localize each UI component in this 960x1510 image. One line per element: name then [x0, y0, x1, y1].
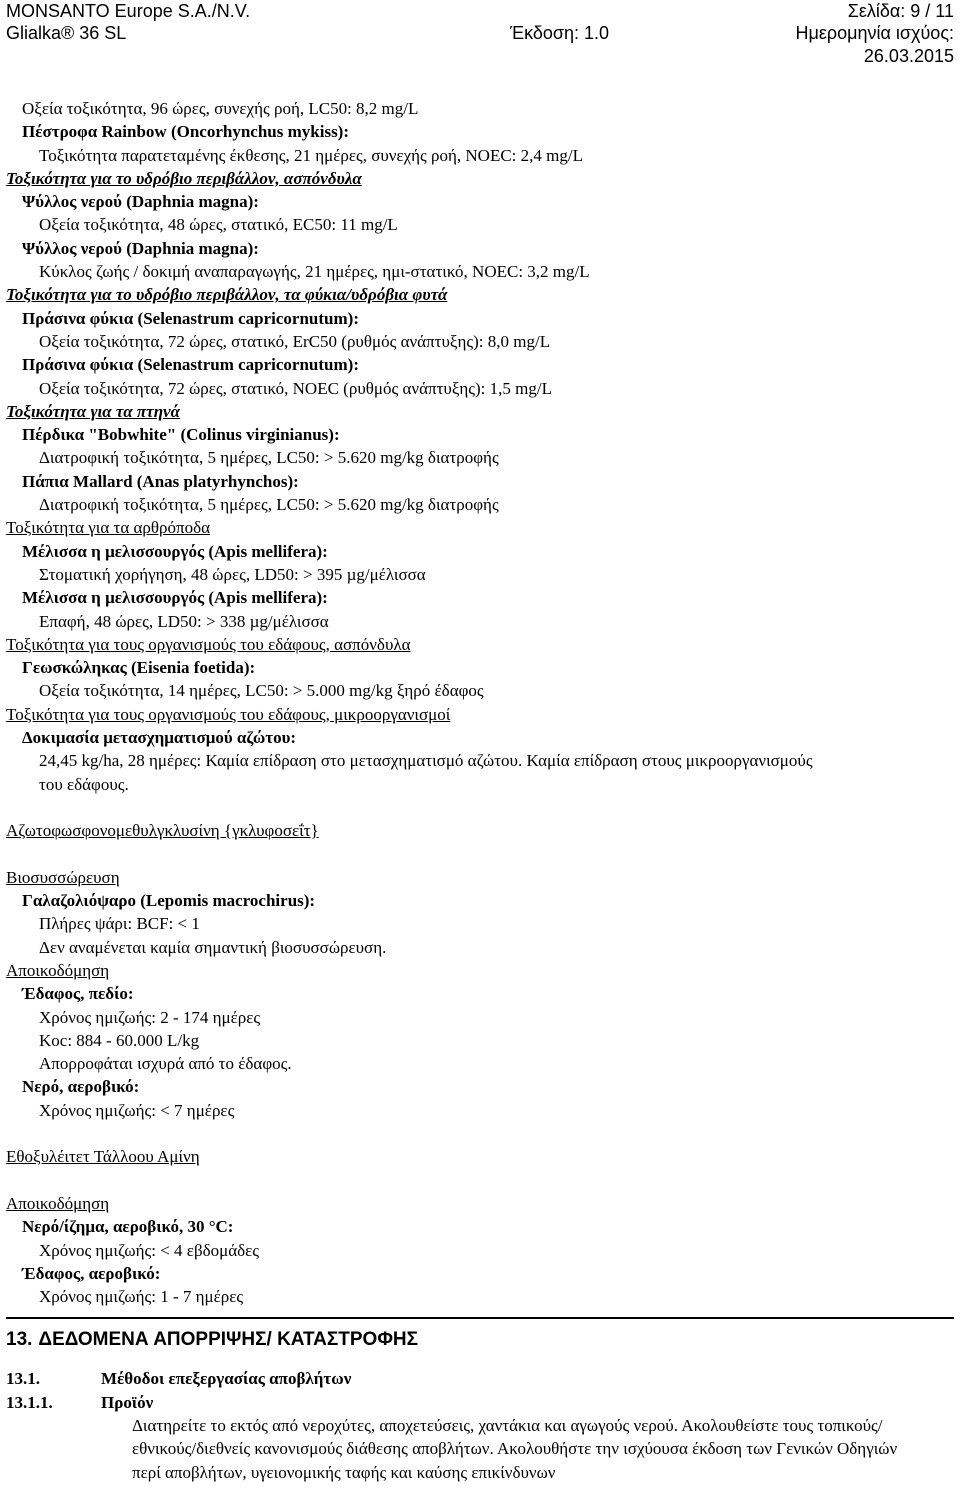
section-13-title: ΔΕΔΟΜΕΝΑ ΑΠΟΡΡΙΨΗΣ/ ΚΑΤΑΣΤΡΟΦΗΣ — [38, 1329, 419, 1351]
text-line: Τοξικότητα για το υδρόβιο περιβάλλον, ασπόνδυλα — [6, 168, 362, 188]
subsection-13-1-1-number: 13.1.1. — [6, 1392, 53, 1412]
subsection-13-1-1 — [0, 1391, 960, 1414]
text-line: Ψύλλος νερού (Daphnia magna): — [22, 238, 259, 258]
spacer — [0, 796, 960, 819]
text-line: Μέλισσα η μελισσουργός (Apis mellifera): — [22, 541, 328, 561]
text-line: Βιοσυσσώρευση — [6, 867, 120, 887]
text-line: Τοξικότητα για τα πτηνά — [6, 401, 180, 421]
text-line: Επαφή, 48 ώρες, LD50: > 338 µg/μέλισσα — [39, 611, 329, 631]
product-name: Glialka® 36 SL — [6, 23, 127, 43]
text-line: Οξεία τοξικότητα, 96 ώρες, συνεχής ροή, LC50: 8,2 mg/L — [22, 99, 419, 118]
section-13-number: 13. — [6, 1329, 33, 1351]
text-line: Τοξικότητα για τους οργανισμούς του εδάφους, μικροοργανισμοί — [6, 704, 451, 724]
text-line: Αζωτοφωσφονομεθυλγκλυσίνη {γκλυφοσεΐτ} — [6, 821, 319, 841]
subsection-13-1-1-title: Προϊόν — [101, 1392, 154, 1412]
text-line: Τοξικότητα για τους οργανισμούς του εδάφους, ασπόνδυλα — [6, 634, 411, 654]
text-line: Ψύλλος νερού (Daphnia magna): — [22, 192, 259, 212]
text-line: Οξεία τοξικότητα, 72 ώρες, στατικό, NOEC (ρυθμός ανάπτυξης): 1,5 mg/L — [39, 378, 552, 398]
spacer — [0, 1169, 960, 1192]
text-line: Εθοξυλέιτετ Τάλλοου Αμίνη — [6, 1147, 200, 1167]
page-header — [0, 0, 960, 70]
text-line: Χρόνος ημιζωής: < 7 ημέρες — [39, 1100, 235, 1120]
text-line: Πλήρες ψάρι: BCF: < 1 — [39, 914, 200, 934]
text-line: Δεν αναμένεται καμία σημαντική βιοσυσσώρευση. — [39, 937, 387, 957]
text-line: Μέλισσα η μελισσουργός (Apis mellifera): — [22, 588, 328, 608]
text-line: Χρόνος ημιζωής: 2 - 174 ημέρες — [39, 1007, 261, 1027]
text-line: Οξεία τοξικότητα, 48 ώρες, στατικό, EC50: 11 mg/L — [39, 215, 398, 235]
text-line: Koc: 884 - 60.000 L/kg — [39, 1030, 200, 1050]
valid-date: 26.03.2015 — [863, 46, 954, 66]
text-paragraph: 24,45 kg/ha, 28 ημέρες: Καμία επίδραση στο μετασχηματισμό αζώτου. Καμία επίδραση στους μικροοργανισμούς του εδάφους. — [39, 751, 813, 794]
spacer — [0, 1122, 960, 1145]
text-line: Νερό/ίζημα, αεροβικό, 30 °C: — [22, 1217, 234, 1237]
text-line: Οξεία τοξικότητα, 72 ώρες, στατικό, ErC50 (ρυθμός ανάπτυξης): 8,0 mg/L — [39, 331, 551, 351]
valid-date-label: Ημερομηνία ισχύος: — [795, 23, 954, 43]
spacer — [0, 843, 960, 866]
text-line: Πράσινα φύκια (Selenastrum capricornutum): — [22, 355, 359, 375]
text-line: Διατροφική τοξικότητα, 5 ημέρες, LC50: > 5.620 mg/kg διατροφής — [39, 495, 499, 515]
ecotoxicity-lines — [0, 97, 960, 1308]
document-body — [0, 97, 960, 1484]
text-line: Πέστροφα Rainbow (Oncorhynchus mykiss): — [22, 122, 350, 142]
company-name: MONSANTO Europe S.A./N.V. — [6, 1, 251, 21]
version: Έκδοση: 1.0 — [510, 23, 610, 43]
text-line: Πράσινα φύκια (Selenastrum capricornutum): — [22, 308, 359, 328]
text-line: Γεωσκώληκας (Eisenia foetida): — [22, 658, 256, 678]
text-line: Οξεία τοξικότητα, 14 ημέρες, LC50: > 5.000 mg/kg ξηρό έδαφος — [39, 681, 484, 701]
subsection-13-1-number: 13.1. — [6, 1369, 40, 1389]
disposal-paragraph: Διατηρείτε το εκτός από νεροχύτες, αποχετεύσεις, χαντάκια και αγωγούς νερού. Ακολουθείστε τους τοπικούς/εθνικούς/διεθνείς κανονισμούς διάθεσης αποβλήτων. Ακολουθήστε την ισχύουσα έκδοση των Γενικών Οδηγιών περί αποβλήτων, υγειονομικής ταφής και καύσης επικίνδυνων — [132, 1416, 898, 1482]
text-line: Γαλαζολιόψαρο (Lepomis macrochirus): — [22, 891, 316, 911]
text-line: Τοξικότητα για το υδρόβιο περιβάλλον, τα φύκια/υδρόβια φυτά — [6, 285, 448, 305]
subsection-13-1-title: Μέθοδοι επεξεργασίας αποβλήτων — [101, 1369, 352, 1389]
text-line: Αποικοδόμηση — [6, 1193, 110, 1213]
subsection-13-1 — [0, 1367, 960, 1390]
text-line: Κύκλος ζωής / δοκιμή αναπαραγωγής, 21 ημέρες, ημι-στατικό, NOEC: 3,2 mg/L — [39, 262, 590, 282]
text-line: Τοξικότητα για τα αρθρόποδα — [6, 518, 211, 538]
text-line: Έδαφος, αεροβικό: — [22, 1263, 161, 1283]
text-line: Νερό, αεροβικό: — [22, 1077, 140, 1097]
text-line: Αποικοδόμηση — [6, 960, 110, 980]
page-number: Σελίδα: 9 / 11 — [847, 1, 954, 21]
text-line: Χρόνος ημιζωής: 1 - 7 ημέρες — [39, 1287, 244, 1307]
text-line: Τοξικότητα παρατεταμένης έκθεσης, 21 ημέρες, συνεχής ροή, NOEC: 2,4 mg/L — [39, 145, 583, 165]
section-divider — [6, 1317, 954, 1319]
text-line: Έδαφος, πεδίο: — [22, 984, 134, 1004]
text-line: Διατροφική τοξικότητα, 5 ημέρες, LC50: > 5.620 mg/kg διατροφής — [39, 448, 499, 468]
section-13-heading — [0, 1325, 960, 1355]
text-line: Χρόνος ημιζωής: < 4 εβδομάδες — [39, 1240, 260, 1260]
text-line: Απορροφάται ισχυρά από το έδαφος. — [39, 1054, 292, 1074]
text-line: Πάπια Mallard (Anas platyrhynchos): — [22, 471, 299, 491]
text-line: Δοκιμασία μετασχηματισμού αζώτου: — [22, 728, 297, 748]
text-line: Στοματική χορήγηση, 48 ώρες, LD50: > 395 µg/μέλισσα — [39, 564, 426, 584]
text-line: Πέρδικα "Bobwhite" (Colinus virginianus): — [22, 425, 340, 445]
